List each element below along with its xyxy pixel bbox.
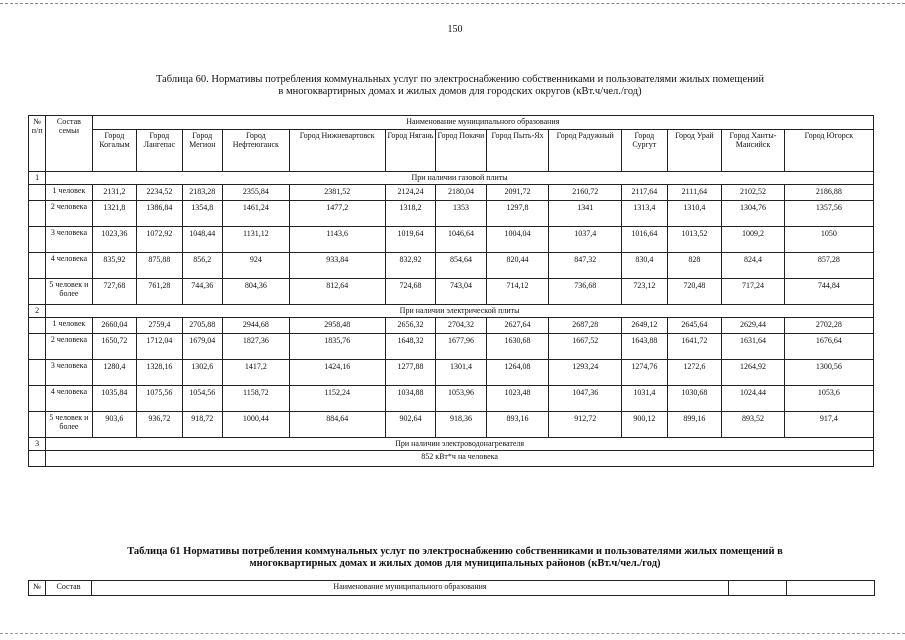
value-cell: 1321,8 xyxy=(92,201,136,227)
value-cell: 744,84 xyxy=(784,279,873,305)
section-title: При наличии электрической плиты xyxy=(46,305,874,318)
table-60-caption xyxy=(60,74,860,98)
value-cell: 1631,64 xyxy=(722,334,785,360)
value-cell: 736,68 xyxy=(549,279,622,305)
row-family-label: 3 человека xyxy=(46,360,92,386)
value-cell: 723,12 xyxy=(622,279,667,305)
row-family-label: 2 человека xyxy=(46,334,92,360)
value-cell: 1641,72 xyxy=(667,334,722,360)
value-cell: 1676,64 xyxy=(784,334,873,360)
value-cell: 903,6 xyxy=(92,412,136,438)
col-header-city: Город Радужный xyxy=(549,130,622,172)
col-header-city: Город Сургут xyxy=(622,130,667,172)
value-cell: 2649,12 xyxy=(622,318,667,334)
value-cell: 1264,08 xyxy=(486,360,549,386)
table-60-caption-line-2: в многоквартирных домах и жилых домов для городских округов (кВт.ч/чел./год) xyxy=(278,86,642,97)
row-empty-num-cell xyxy=(29,279,46,305)
row-family-label: 4 человека xyxy=(46,386,92,412)
section-title: При наличии электроводонагревателя xyxy=(46,438,874,451)
table-60-body xyxy=(29,116,874,467)
value-cell: 1313,4 xyxy=(622,201,667,227)
value-cell: 824,4 xyxy=(722,253,785,279)
value-cell: 714,12 xyxy=(486,279,549,305)
row-empty-num-cell xyxy=(29,253,46,279)
value-cell: 761,28 xyxy=(137,279,182,305)
super-header-municipality: Наименование муниципального образования xyxy=(92,116,873,130)
value-cell: 1354,8 xyxy=(182,201,222,227)
value-cell: 804,36 xyxy=(223,279,290,305)
table-60-caption-line-1: Таблица 60. Нормативы потребления коммунальных услуг по электроснабжению собственниками и пользователями жилых помещений xyxy=(155,74,765,85)
table-61-caption-line-1: Таблица 61 Нормативы потребления коммунальных услуг по электроснабжению собственниками и пользователями жилых помещений в xyxy=(127,546,783,557)
value-cell: 1293,24 xyxy=(549,360,622,386)
row-family-label: 3 человека xyxy=(46,227,92,253)
col-header-city: Город Покачи xyxy=(436,130,487,172)
row-empty-num-cell xyxy=(29,360,46,386)
value-cell: 1143,6 xyxy=(289,227,385,253)
value-cell: 1072,92 xyxy=(137,227,182,253)
value-cell: 856,2 xyxy=(182,253,222,279)
value-cell: 2629,44 xyxy=(722,318,785,334)
value-cell: 1648,32 xyxy=(385,334,436,360)
value-cell: 2381,52 xyxy=(289,185,385,201)
value-cell: 1643,88 xyxy=(622,334,667,360)
value-cell: 1712,04 xyxy=(137,334,182,360)
value-cell: 1050 xyxy=(784,227,873,253)
value-cell: 2180,04 xyxy=(436,185,487,201)
value-cell: 2160,72 xyxy=(549,185,622,201)
table-row xyxy=(29,201,874,227)
table-row xyxy=(29,318,874,334)
value-cell: 2117,64 xyxy=(622,185,667,201)
value-cell: 1035,84 xyxy=(92,386,136,412)
table-61 xyxy=(28,580,875,596)
value-cell: 924 xyxy=(223,253,290,279)
t61-empty-cell xyxy=(729,581,787,596)
table-row xyxy=(29,360,874,386)
value-cell: 2704,32 xyxy=(436,318,487,334)
value-cell: 1046,64 xyxy=(436,227,487,253)
value-cell: 727,68 xyxy=(92,279,136,305)
value-cell: 2124,24 xyxy=(385,185,436,201)
row-empty-num-cell xyxy=(29,386,46,412)
value-cell: 1477,2 xyxy=(289,201,385,227)
value-cell: 1386,84 xyxy=(137,201,182,227)
value-cell: 812,64 xyxy=(289,279,385,305)
value-cell: 917,4 xyxy=(784,412,873,438)
value-cell: 2102,52 xyxy=(722,185,785,201)
col-header-city: Город Нижневартовск xyxy=(289,130,385,172)
value-cell: 2958,48 xyxy=(289,318,385,334)
value-cell: 912,72 xyxy=(549,412,622,438)
value-cell: 1353 xyxy=(436,201,487,227)
col-header-num: № п/п xyxy=(29,116,46,172)
value-cell: 1301,4 xyxy=(436,360,487,386)
section-note-row xyxy=(29,451,874,467)
row-empty-num-cell xyxy=(29,318,46,334)
value-cell: 1461,24 xyxy=(223,201,290,227)
table-60-super-header-row xyxy=(29,116,874,130)
value-cell: 744,36 xyxy=(182,279,222,305)
section-header-row xyxy=(29,438,874,451)
value-cell: 1152,24 xyxy=(289,386,385,412)
section-title: При наличии газовой плиты xyxy=(46,172,874,185)
value-cell: 2131,2 xyxy=(92,185,136,201)
value-cell: 828 xyxy=(667,253,722,279)
value-cell: 1053,6 xyxy=(784,386,873,412)
table-60-city-header-row xyxy=(29,130,874,172)
value-cell: 2705,88 xyxy=(182,318,222,334)
value-cell: 1075,56 xyxy=(137,386,182,412)
col-header-city: Город Урай xyxy=(667,130,722,172)
value-cell: 2234,52 xyxy=(137,185,182,201)
col-header-family: Состав семьи xyxy=(46,116,92,172)
value-cell: 1048,44 xyxy=(182,227,222,253)
row-family-label: 5 человек и более xyxy=(46,412,92,438)
value-cell: 2656,32 xyxy=(385,318,436,334)
value-cell: 1835,76 xyxy=(289,334,385,360)
t61-col-header-family: Состав xyxy=(46,581,92,596)
value-cell: 1304,76 xyxy=(722,201,785,227)
section-number: 1 xyxy=(29,172,46,185)
value-cell: 1024,44 xyxy=(722,386,785,412)
value-cell: 720,48 xyxy=(667,279,722,305)
value-cell: 1019,64 xyxy=(385,227,436,253)
row-empty-num-cell xyxy=(29,334,46,360)
col-header-city: Город Югорск xyxy=(784,130,873,172)
row-empty-num-cell xyxy=(29,185,46,201)
table-row xyxy=(29,253,874,279)
page-number: 150 xyxy=(447,24,463,35)
t61-super-header-municipality: Наименование муниципального образования xyxy=(92,581,729,596)
value-cell: 854,64 xyxy=(436,253,487,279)
value-cell: 902,64 xyxy=(385,412,436,438)
value-cell: 1053,96 xyxy=(436,386,487,412)
col-header-city: Город Нягань xyxy=(385,130,436,172)
value-cell: 1827,36 xyxy=(223,334,290,360)
value-cell: 2944,68 xyxy=(223,318,290,334)
table-61-caption-line-2: многоквартирных домах и жилых домов для муниципальных районов (кВт.ч/чел./год) xyxy=(249,558,661,569)
section-note: 852 кВт*ч на человека xyxy=(46,451,874,467)
table-61-caption xyxy=(40,546,870,570)
value-cell: 2660,04 xyxy=(92,318,136,334)
value-cell: 1016,64 xyxy=(622,227,667,253)
row-family-label: 1 человек xyxy=(46,318,92,334)
value-cell: 1679,04 xyxy=(182,334,222,360)
value-cell: 1034,88 xyxy=(385,386,436,412)
value-cell: 835,92 xyxy=(92,253,136,279)
value-cell: 933,84 xyxy=(289,253,385,279)
value-cell: 2627,64 xyxy=(486,318,549,334)
value-cell: 1004,04 xyxy=(486,227,549,253)
value-cell: 899,16 xyxy=(667,412,722,438)
value-cell: 1272,6 xyxy=(667,360,722,386)
value-cell: 1023,36 xyxy=(92,227,136,253)
value-cell: 2702,28 xyxy=(784,318,873,334)
value-cell: 1300,56 xyxy=(784,360,873,386)
value-cell: 1023,48 xyxy=(486,386,549,412)
value-cell: 884,64 xyxy=(289,412,385,438)
value-cell: 1047,36 xyxy=(549,386,622,412)
value-cell: 820,44 xyxy=(486,253,549,279)
value-cell: 1630,68 xyxy=(486,334,549,360)
value-cell: 1357,56 xyxy=(784,201,873,227)
value-cell: 1341 xyxy=(549,201,622,227)
value-cell: 1650,72 xyxy=(92,334,136,360)
value-cell: 936,72 xyxy=(137,412,182,438)
value-cell: 875,88 xyxy=(137,253,182,279)
t61-empty-cell xyxy=(787,581,875,596)
value-cell: 717,24 xyxy=(722,279,785,305)
table-61-header-row xyxy=(29,581,875,596)
value-cell: 1280,4 xyxy=(92,360,136,386)
value-cell: 2687,28 xyxy=(549,318,622,334)
value-cell: 1264,92 xyxy=(722,360,785,386)
value-cell: 2355,84 xyxy=(223,185,290,201)
t61-col-header-num: № xyxy=(29,581,46,596)
value-cell: 1297,8 xyxy=(486,201,549,227)
value-cell: 1424,16 xyxy=(289,360,385,386)
row-empty-num-cell xyxy=(29,201,46,227)
value-cell: 724,68 xyxy=(385,279,436,305)
value-cell: 1037,4 xyxy=(549,227,622,253)
row-empty-num-cell xyxy=(29,451,46,467)
value-cell: 1054,56 xyxy=(182,386,222,412)
value-cell: 1302,6 xyxy=(182,360,222,386)
section-number: 2 xyxy=(29,305,46,318)
value-cell: 900,12 xyxy=(622,412,667,438)
value-cell: 1030,68 xyxy=(667,386,722,412)
value-cell: 918,36 xyxy=(436,412,487,438)
value-cell: 1000,44 xyxy=(223,412,290,438)
table-row xyxy=(29,185,874,201)
value-cell: 2186,88 xyxy=(784,185,873,201)
value-cell: 1677,96 xyxy=(436,334,487,360)
value-cell: 832,92 xyxy=(385,253,436,279)
value-cell: 918,72 xyxy=(182,412,222,438)
value-cell: 2645,64 xyxy=(667,318,722,334)
value-cell: 1009,2 xyxy=(722,227,785,253)
value-cell: 1310,4 xyxy=(667,201,722,227)
value-cell: 1031,4 xyxy=(622,386,667,412)
value-cell: 2091,72 xyxy=(486,185,549,201)
table-row xyxy=(29,412,874,438)
row-family-label: 5 человек и более xyxy=(46,279,92,305)
value-cell: 893,52 xyxy=(722,412,785,438)
value-cell: 1417,2 xyxy=(223,360,290,386)
row-empty-num-cell xyxy=(29,412,46,438)
col-header-city: Город Лангепас xyxy=(137,130,182,172)
row-empty-num-cell xyxy=(29,227,46,253)
col-header-city: Город Нефтеюганск xyxy=(223,130,290,172)
table-60 xyxy=(28,115,874,467)
row-family-label: 2 человека xyxy=(46,201,92,227)
section-header-row xyxy=(29,172,874,185)
bottom-scan-border xyxy=(0,633,905,634)
value-cell: 2111,64 xyxy=(667,185,722,201)
value-cell: 1274,76 xyxy=(622,360,667,386)
value-cell: 1277,88 xyxy=(385,360,436,386)
value-cell: 1667,52 xyxy=(549,334,622,360)
value-cell: 847,32 xyxy=(549,253,622,279)
col-header-city: Город Пыть-Ях xyxy=(486,130,549,172)
value-cell: 1328,16 xyxy=(137,360,182,386)
value-cell: 893,16 xyxy=(486,412,549,438)
value-cell: 1131,12 xyxy=(223,227,290,253)
col-header-city: Город Ханты-Мансийск xyxy=(722,130,785,172)
table-row xyxy=(29,334,874,360)
col-header-city: Город Мегион xyxy=(182,130,222,172)
table-row xyxy=(29,386,874,412)
section-header-row xyxy=(29,305,874,318)
value-cell: 2759,4 xyxy=(137,318,182,334)
section-number: 3 xyxy=(29,438,46,451)
value-cell: 1318,2 xyxy=(385,201,436,227)
table-row xyxy=(29,227,874,253)
row-family-label: 4 человека xyxy=(46,253,92,279)
value-cell: 1013,52 xyxy=(667,227,722,253)
row-family-label: 1 человек xyxy=(46,185,92,201)
col-header-city: Город Когалым xyxy=(92,130,136,172)
value-cell: 830,4 xyxy=(622,253,667,279)
top-scan-border xyxy=(0,3,905,4)
value-cell: 857,28 xyxy=(784,253,873,279)
value-cell: 2183,28 xyxy=(182,185,222,201)
value-cell: 743,04 xyxy=(436,279,487,305)
value-cell: 1158,72 xyxy=(223,386,290,412)
table-row xyxy=(29,279,874,305)
